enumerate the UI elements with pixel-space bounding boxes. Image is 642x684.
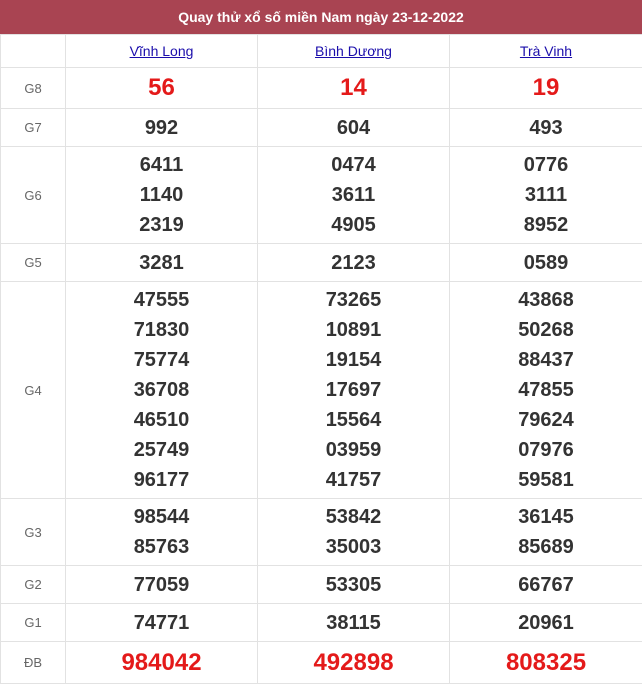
prize-number: 36708 (66, 375, 257, 405)
prize-number: 493 (450, 113, 642, 143)
prize-row-special (1, 642, 642, 684)
prize-number: 85689 (450, 532, 642, 562)
prize-number-cell (450, 109, 642, 147)
prize-number: 98544 (66, 502, 257, 532)
prize-number-cell (450, 604, 642, 642)
prize-number: 38115 (258, 608, 449, 638)
prize-number-cell (450, 642, 642, 684)
prize-number: 47855 (450, 375, 642, 405)
prize-number-cell (66, 282, 258, 499)
prize-number-cell (66, 499, 258, 566)
page-title: Quay thử xổ số miền Nam ngày 23-12-2022 (178, 9, 464, 25)
prize-number-cell (66, 642, 258, 684)
prize-label: G2 (1, 566, 66, 604)
prize-label: ĐB (1, 642, 66, 684)
empty-header-cell (1, 35, 66, 68)
prize-number: 50268 (450, 315, 642, 345)
prize-number: 1140 (66, 180, 257, 210)
prize-number: 35003 (258, 532, 449, 562)
prize-number: 71830 (66, 315, 257, 345)
prize-label: G5 (1, 244, 66, 282)
prize-number: 6411 (66, 150, 257, 180)
prize-row-g5 (1, 244, 642, 282)
prize-number-cell (258, 642, 450, 684)
prize-number: 992 (66, 113, 257, 143)
prize-number: 604 (258, 113, 449, 143)
prize-label: G1 (1, 604, 66, 642)
prize-number-cell (258, 566, 450, 604)
prize-number: 0474 (258, 150, 449, 180)
prize-number: 3611 (258, 180, 449, 210)
prize-number: 17697 (258, 375, 449, 405)
prize-number: 59581 (450, 465, 642, 495)
province-header-row (1, 35, 642, 68)
prize-number: 53842 (258, 502, 449, 532)
prize-number-cell (66, 566, 258, 604)
prize-number-cell (66, 109, 258, 147)
prize-number: 66767 (450, 570, 642, 600)
prize-number-cell (450, 499, 642, 566)
prize-number: 10891 (258, 315, 449, 345)
prize-number: 20961 (450, 608, 642, 638)
prize-row-g6 (1, 147, 642, 244)
prize-number: 75774 (66, 345, 257, 375)
prize-number: 3111 (450, 180, 642, 210)
prize-number: 56 (66, 73, 257, 103)
prize-number: 77059 (66, 570, 257, 600)
province-link-tra-vinh[interactable]: Trà Vinh (520, 43, 572, 59)
prize-number-cell (258, 68, 450, 109)
prize-number: 4905 (258, 210, 449, 240)
prize-label: G8 (1, 68, 66, 109)
special-prize-number: 984042 (66, 648, 257, 678)
prize-number: 85763 (66, 532, 257, 562)
lottery-results-table (0, 34, 642, 684)
prize-number: 79624 (450, 405, 642, 435)
prize-label: G4 (1, 282, 66, 499)
prize-number: 46510 (66, 405, 257, 435)
province-link-binh-duong[interactable]: Bình Dương (315, 43, 392, 59)
prize-row-g7 (1, 109, 642, 147)
prize-number: 19154 (258, 345, 449, 375)
page-title-bar (0, 0, 642, 34)
prize-number-cell (450, 244, 642, 282)
prize-number-cell (258, 499, 450, 566)
prize-number-cell (66, 147, 258, 244)
prize-number: 2123 (258, 248, 449, 278)
prize-number-cell (450, 68, 642, 109)
prize-row-g2 (1, 566, 642, 604)
prize-number: 53305 (258, 570, 449, 600)
prize-number-cell (258, 109, 450, 147)
province-link-vinh-long[interactable]: Vĩnh Long (130, 43, 194, 59)
prize-number: 14 (258, 73, 449, 103)
prize-number: 36145 (450, 502, 642, 532)
prize-number-cell (66, 244, 258, 282)
prize-number-cell (450, 147, 642, 244)
prize-number: 41757 (258, 465, 449, 495)
prize-number: 47555 (66, 285, 257, 315)
prize-number-cell (258, 244, 450, 282)
prize-number: 96177 (66, 465, 257, 495)
prize-number: 2319 (66, 210, 257, 240)
prize-number: 0776 (450, 150, 642, 180)
prize-number-cell (258, 282, 450, 499)
prize-number: 88437 (450, 345, 642, 375)
prize-number-cell (66, 604, 258, 642)
prize-label: G3 (1, 499, 66, 566)
prize-number: 73265 (258, 285, 449, 315)
special-prize-number: 492898 (258, 648, 449, 678)
prize-number: 74771 (66, 608, 257, 638)
prize-row-g8 (1, 68, 642, 109)
prize-number: 25749 (66, 435, 257, 465)
prize-number: 0589 (450, 248, 642, 278)
prize-row-g4 (1, 282, 642, 499)
prize-number: 19 (450, 73, 642, 103)
prize-number: 15564 (258, 405, 449, 435)
province-header-cell (450, 35, 642, 68)
prize-row-g3 (1, 499, 642, 566)
prize-number-cell (450, 566, 642, 604)
province-header-cell (66, 35, 258, 68)
province-header-cell (258, 35, 450, 68)
prize-label: G6 (1, 147, 66, 244)
prize-row-g1 (1, 604, 642, 642)
prize-number: 43868 (450, 285, 642, 315)
special-prize-number: 808325 (450, 648, 642, 678)
prize-number-cell (66, 68, 258, 109)
prize-number: 8952 (450, 210, 642, 240)
prize-number: 03959 (258, 435, 449, 465)
prize-number-cell (258, 604, 450, 642)
prize-number: 3281 (66, 248, 257, 278)
prize-number-cell (450, 282, 642, 499)
prize-label: G7 (1, 109, 66, 147)
prize-number-cell (258, 147, 450, 244)
prize-number: 07976 (450, 435, 642, 465)
